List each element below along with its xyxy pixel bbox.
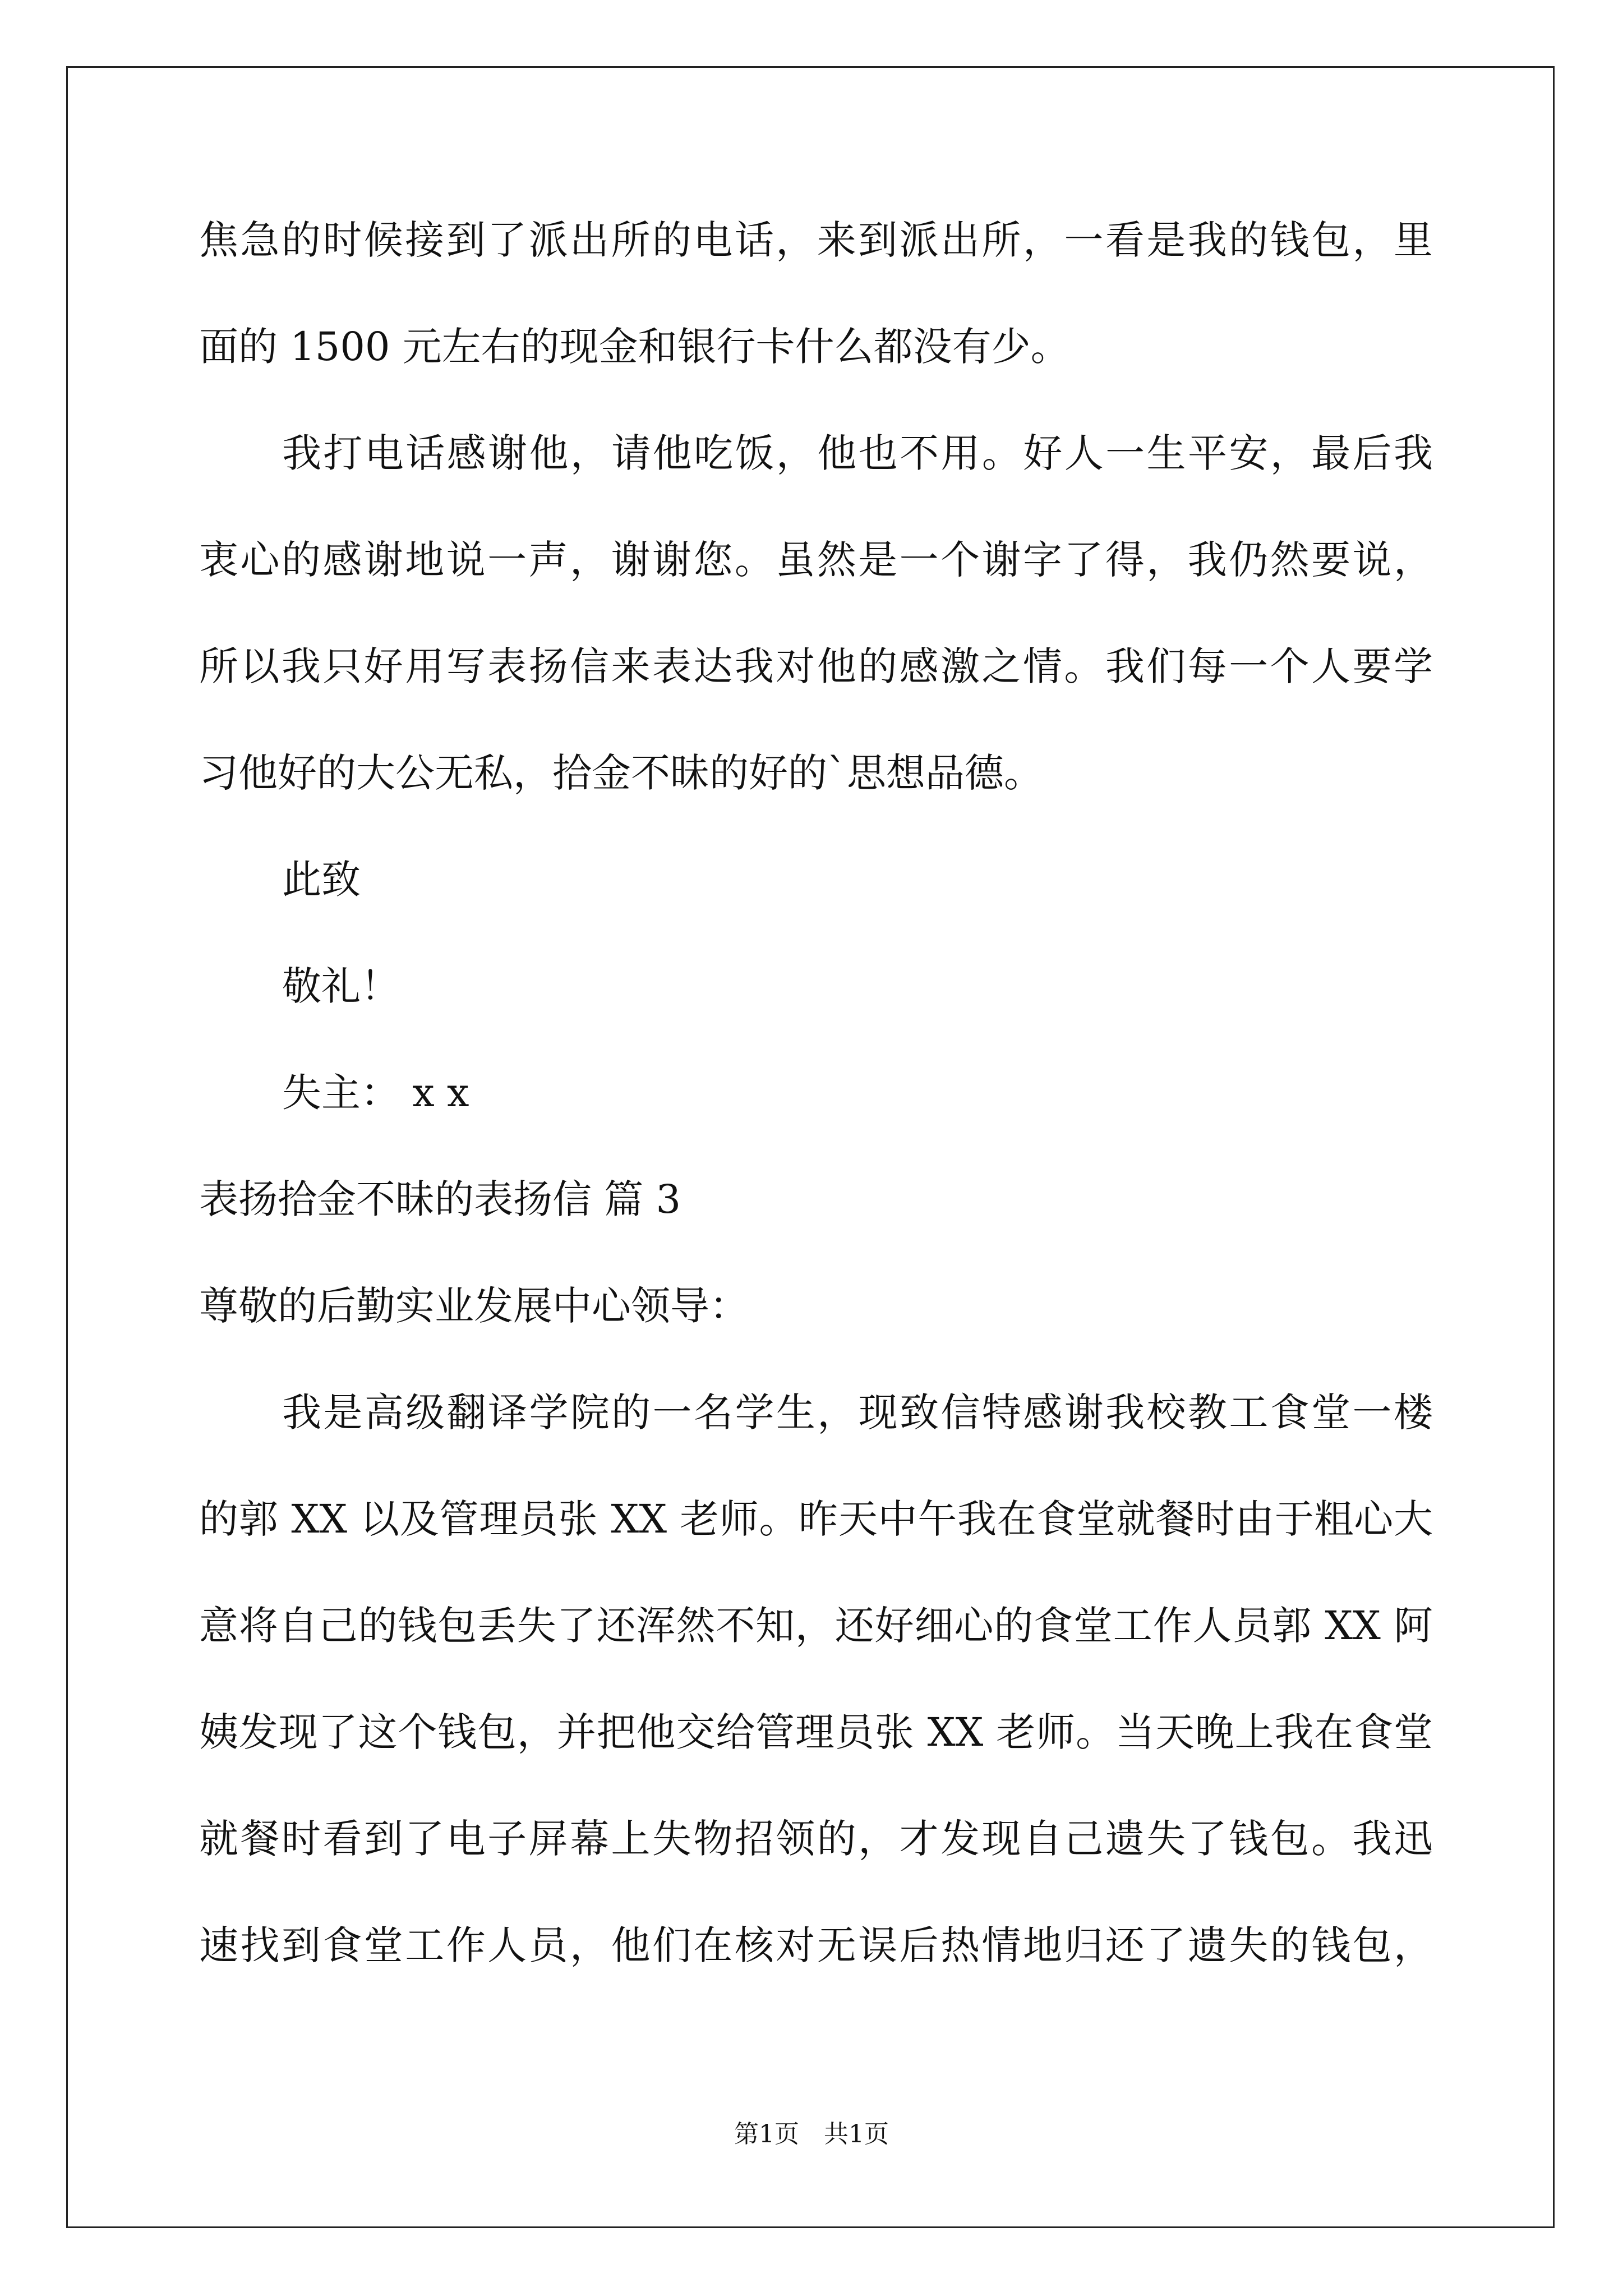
text-line: 我打电话感谢他，请他吃饭，他也不用。好人一生平安，最后我 [282,430,1433,476]
closing-regards: 敬礼！ [282,963,400,1009]
text-line: 焦急的时候接到了派出所的电话，来到派出所，一看是我的钱包，里 [199,217,1433,263]
closing-salutation: 此致 [282,857,361,903]
text-line: 速找到食堂工作人员，他们在核对无误后热情地归还了遗失的钱包， [199,1922,1433,1968]
letter-greeting: 尊敬的后勤实业发展中心领导： [199,1283,749,1329]
page-border [66,66,1555,2228]
section-heading: 表扬拾金不昧的表扬信 篇 3 [199,1176,681,1222]
page-footer: 第1页 共1页 [734,2120,889,2148]
text-line: 衷心的感谢地说一声，谢谢您。虽然是一个谢字了得，我仍然要说， [199,537,1433,583]
text-line: 意将自己的钱包丢失了还浑然不知，还好细心的食堂工作人员郭 XX 阿 [199,1603,1433,1649]
text-line: 所以我只好用写表扬信来表达我对他的感激之情。我们每一个人要学 [199,643,1433,689]
text-line: 习他好的大公无私，拾金不昧的好的`思想品德。 [199,750,1043,796]
text-line: 姨发现了这个钱包，并把他交给管理员张 XX 老师。当天晚上我在食堂 [199,1709,1433,1755]
text-line: 就餐时看到了电子屏幕上失物招领的，才发现自己遗失了钱包。我迅 [199,1816,1433,1862]
text-line: 的郭 XX 以及管理员张 XX 老师。昨天中午我在食堂就餐时由于粗心大 [199,1496,1433,1542]
text-line: 面的 1500 元左右的现金和银行卡什么都没有少。 [199,324,1070,370]
text-line: 我是高级翻译学院的一名学生，现致信特感谢我校教工食堂一楼 [282,1389,1433,1435]
signature-line: 失主： x x [282,1070,469,1116]
